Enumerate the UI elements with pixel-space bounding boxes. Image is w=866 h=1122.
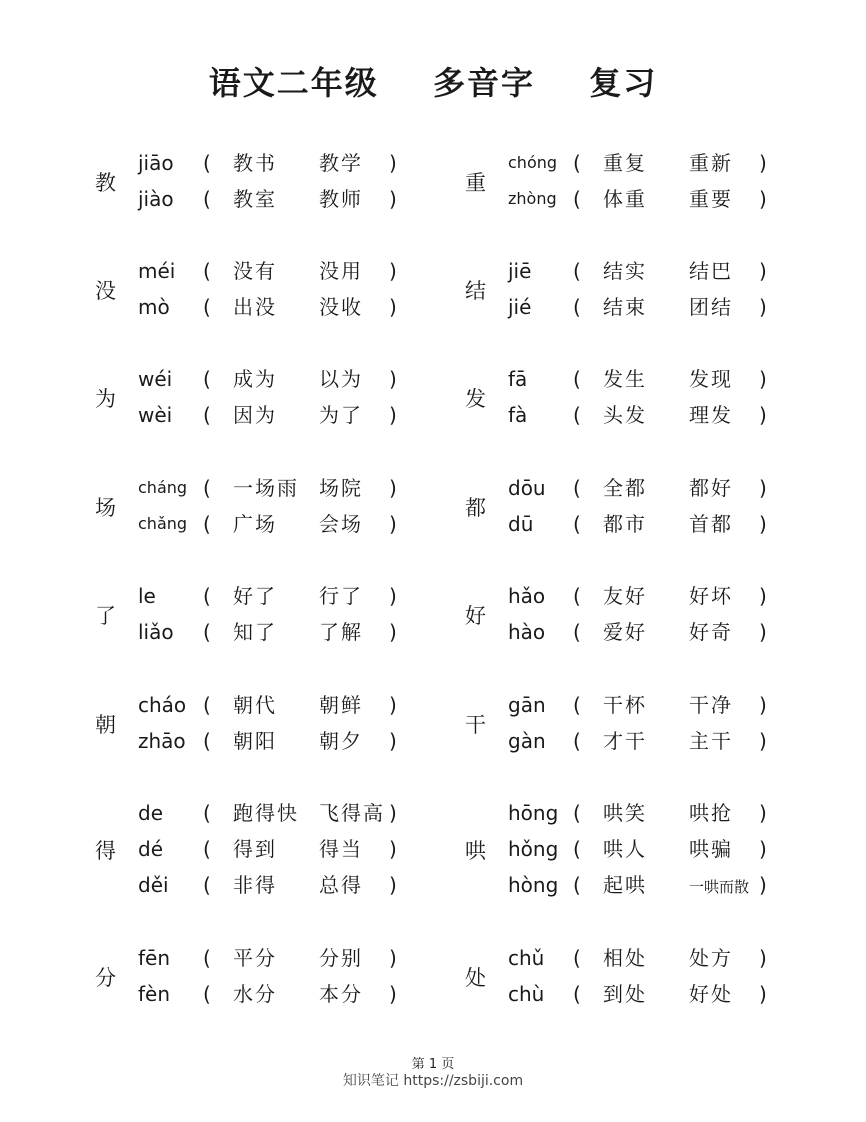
example-word: 都市 [603, 512, 647, 536]
pinyin: le [138, 584, 156, 608]
pinyin: zhòng [508, 189, 557, 208]
reading-row [465, 289, 865, 325]
pinyin: méi [138, 259, 176, 283]
close-paren: ) [389, 620, 397, 644]
close-paren: ) [759, 187, 767, 211]
open-paren: ( [203, 512, 211, 536]
open-paren: ( [203, 620, 211, 644]
pinyin: chóng [508, 153, 558, 172]
open-paren: ( [573, 367, 581, 391]
polyphone-character: 朝 [95, 713, 116, 737]
pinyin: hǒng [508, 837, 559, 861]
pinyin: fēn [138, 946, 171, 970]
example-word: 起哄 [603, 873, 647, 897]
example-word: 出没 [233, 295, 277, 319]
example-word: 结巴 [689, 259, 733, 283]
left-column [95, 0, 495, 1040]
pinyin: hòng [508, 873, 559, 897]
example-word: 得当 [319, 837, 363, 861]
close-paren: ) [759, 295, 767, 319]
close-paren: ) [759, 367, 767, 391]
close-paren: ) [389, 476, 397, 500]
polyphone-character: 为 [95, 387, 116, 411]
reading-row [95, 976, 495, 1012]
reading-row [95, 361, 495, 397]
reading-row [95, 795, 495, 831]
example-word: 教师 [319, 187, 363, 211]
pinyin: jiāo [138, 151, 174, 175]
reading-row [465, 976, 865, 1012]
polyphone-character: 都 [465, 496, 486, 520]
open-paren: ( [573, 259, 581, 283]
pinyin: hōng [508, 801, 559, 825]
open-paren: ( [203, 873, 211, 897]
example-word: 到处 [603, 982, 647, 1006]
polyphone-character: 处 [465, 966, 486, 990]
close-paren: ) [759, 837, 767, 861]
example-word: 成为 [233, 367, 277, 391]
example-word: 了解 [319, 620, 363, 644]
example-word: 会场 [319, 512, 363, 536]
open-paren: ( [203, 729, 211, 753]
close-paren: ) [759, 259, 767, 283]
pinyin: chù [508, 982, 545, 1006]
example-word: 以为 [319, 367, 363, 391]
pinyin: cháo [138, 693, 187, 717]
close-paren: ) [759, 946, 767, 970]
pinyin: zhāo [138, 729, 186, 753]
reading-row [465, 397, 865, 433]
polyphone-character: 结 [465, 279, 486, 303]
open-paren: ( [203, 367, 211, 391]
example-word: 好奇 [689, 620, 733, 644]
pinyin: de [138, 801, 163, 825]
example-word: 场院 [319, 476, 363, 500]
open-paren: ( [573, 584, 581, 608]
reading-row [465, 253, 865, 289]
pinyin: wèi [138, 403, 173, 427]
close-paren: ) [759, 801, 767, 825]
open-paren: ( [573, 837, 581, 861]
open-paren: ( [203, 295, 211, 319]
example-word: 首都 [689, 512, 733, 536]
pinyin: dōu [508, 476, 546, 500]
pinyin: cháng [138, 478, 188, 497]
example-word: 体重 [603, 187, 647, 211]
open-paren: ( [203, 837, 211, 861]
close-paren: ) [759, 729, 767, 753]
example-word: 好处 [689, 982, 733, 1006]
example-word: 朝阳 [233, 729, 277, 753]
close-paren: ) [759, 512, 767, 536]
close-paren: ) [389, 873, 397, 897]
reading-row [465, 867, 865, 903]
reading-row [95, 940, 495, 976]
open-paren: ( [573, 946, 581, 970]
example-word: 没用 [319, 259, 363, 283]
example-word: 重要 [689, 187, 733, 211]
example-word: 相处 [603, 946, 647, 970]
example-word: 一哄而散 [689, 878, 750, 896]
example-word: 教室 [233, 187, 277, 211]
example-word: 得到 [233, 837, 277, 861]
reading-row [465, 181, 865, 217]
reading-row [95, 867, 495, 903]
example-word: 朝代 [233, 693, 277, 717]
open-paren: ( [573, 873, 581, 897]
close-paren: ) [389, 982, 397, 1006]
open-paren: ( [573, 801, 581, 825]
close-paren: ) [389, 584, 397, 608]
pinyin: fā [508, 367, 528, 391]
right-column [465, 0, 865, 1040]
pinyin: jiē [508, 259, 532, 283]
close-paren: ) [759, 584, 767, 608]
reading-row [95, 614, 495, 650]
example-word: 哄人 [603, 837, 647, 861]
pinyin: hào [508, 620, 546, 644]
close-paren: ) [389, 729, 397, 753]
polyphone-character: 发 [465, 387, 486, 411]
reading-row [465, 361, 865, 397]
pinyin: hǎo [508, 584, 546, 608]
open-paren: ( [203, 476, 211, 500]
example-word: 重复 [603, 151, 647, 175]
reading-row [465, 578, 865, 614]
close-paren: ) [759, 151, 767, 175]
example-word: 发现 [689, 367, 733, 391]
pinyin: chǎng [138, 514, 188, 533]
polyphone-character: 干 [465, 713, 486, 737]
close-paren: ) [759, 982, 767, 1006]
example-word: 因为 [233, 403, 277, 427]
pinyin: mò [138, 295, 170, 319]
example-word: 爱好 [603, 620, 647, 644]
example-word: 结束 [603, 295, 647, 319]
example-word: 全都 [603, 476, 647, 500]
example-word: 朝夕 [319, 729, 363, 753]
page-title: 语文二年级 多音字 复习 [208, 64, 658, 102]
reading-row [95, 831, 495, 867]
polyphone-character: 没 [95, 279, 116, 303]
example-word: 团结 [689, 295, 733, 319]
pinyin: dū [508, 512, 534, 536]
polyphone-character: 了 [95, 604, 116, 628]
close-paren: ) [759, 403, 767, 427]
close-paren: ) [389, 801, 397, 825]
open-paren: ( [573, 512, 581, 536]
open-paren: ( [573, 295, 581, 319]
polyphone-character: 重 [465, 171, 486, 195]
close-paren: ) [759, 693, 767, 717]
pinyin: chǔ [508, 946, 545, 970]
open-paren: ( [203, 982, 211, 1006]
example-word: 发生 [603, 367, 647, 391]
reading-row [465, 506, 865, 542]
example-word: 重新 [689, 151, 733, 175]
open-paren: ( [203, 259, 211, 283]
close-paren: ) [389, 837, 397, 861]
reading-row [95, 578, 495, 614]
reading-row [465, 470, 865, 506]
example-word: 为了 [319, 403, 363, 427]
open-paren: ( [203, 584, 211, 608]
close-paren: ) [759, 620, 767, 644]
close-paren: ) [389, 259, 397, 283]
close-paren: ) [389, 151, 397, 175]
example-word: 知了 [233, 620, 277, 644]
pinyin: fèn [138, 982, 171, 1006]
example-word: 跑得快 [233, 801, 299, 825]
polyphone-character: 教 [95, 171, 116, 195]
reading-row [465, 723, 865, 759]
reading-row [95, 723, 495, 759]
example-word: 没有 [233, 259, 277, 283]
open-paren: ( [573, 982, 581, 1006]
example-word: 才干 [603, 729, 647, 753]
open-paren: ( [573, 151, 581, 175]
close-paren: ) [389, 367, 397, 391]
open-paren: ( [203, 403, 211, 427]
reading-row [465, 145, 865, 181]
polyphone-character: 哄 [465, 839, 486, 863]
close-paren: ) [389, 187, 397, 211]
open-paren: ( [573, 729, 581, 753]
example-word: 非得 [233, 873, 277, 897]
close-paren: ) [389, 946, 397, 970]
reading-row [465, 614, 865, 650]
close-paren: ) [389, 295, 397, 319]
polyphone-character: 分 [95, 966, 116, 990]
open-paren: ( [573, 476, 581, 500]
open-paren: ( [573, 403, 581, 427]
example-word: 总得 [319, 873, 363, 897]
pinyin: liǎo [138, 620, 174, 644]
close-paren: ) [389, 693, 397, 717]
example-word: 教书 [233, 151, 277, 175]
pinyin: gàn [508, 729, 546, 753]
close-paren: ) [389, 512, 397, 536]
open-paren: ( [573, 693, 581, 717]
example-word: 主干 [689, 729, 733, 753]
example-word: 都好 [689, 476, 733, 500]
reading-row [95, 470, 495, 506]
reading-row [95, 397, 495, 433]
example-word: 水分 [233, 982, 277, 1006]
reading-row [465, 795, 865, 831]
reading-row [95, 687, 495, 723]
example-word: 一场雨 [233, 476, 299, 500]
example-word: 理发 [689, 403, 733, 427]
open-paren: ( [203, 946, 211, 970]
example-word: 平分 [233, 946, 277, 970]
polyphone-character: 场 [95, 496, 116, 520]
example-word: 头发 [603, 403, 647, 427]
open-paren: ( [203, 151, 211, 175]
pinyin: fà [508, 403, 528, 427]
open-paren: ( [573, 620, 581, 644]
example-word: 行了 [319, 584, 363, 608]
open-paren: ( [203, 801, 211, 825]
reading-row [465, 831, 865, 867]
reading-row [95, 506, 495, 542]
open-paren: ( [573, 187, 581, 211]
example-word: 好了 [233, 584, 277, 608]
pinyin: děi [138, 873, 169, 897]
example-word: 好坏 [689, 584, 733, 608]
example-word: 干杯 [603, 693, 647, 717]
reading-row [95, 181, 495, 217]
example-word: 分别 [319, 946, 363, 970]
example-word: 朝鲜 [319, 693, 363, 717]
reading-row [95, 145, 495, 181]
example-word: 教学 [319, 151, 363, 175]
example-word: 广场 [233, 512, 277, 536]
example-word: 处方 [689, 946, 733, 970]
polyphone-character: 好 [465, 604, 486, 628]
reading-row [465, 687, 865, 723]
example-word: 没收 [319, 295, 363, 319]
close-paren: ) [389, 403, 397, 427]
open-paren: ( [203, 693, 211, 717]
pinyin: gān [508, 693, 546, 717]
pinyin: dé [138, 837, 163, 861]
reading-row [95, 253, 495, 289]
page-number: 第 1 页 [411, 1057, 455, 1072]
example-word: 飞得高 [319, 801, 385, 825]
example-word: 哄骗 [689, 837, 733, 861]
pinyin: wéi [138, 367, 173, 391]
example-word: 友好 [603, 584, 647, 608]
example-word: 本分 [319, 982, 363, 1006]
reading-row [95, 289, 495, 325]
example-word: 哄抢 [689, 801, 733, 825]
example-word: 哄笑 [603, 801, 647, 825]
pinyin: jiào [138, 187, 174, 211]
example-word: 干净 [689, 693, 733, 717]
open-paren: ( [203, 187, 211, 211]
site-watermark: 知识笔记 https://zsbiji.com [342, 1073, 524, 1089]
close-paren: ) [759, 873, 767, 897]
example-word: 结实 [603, 259, 647, 283]
pinyin: jié [508, 295, 532, 319]
reading-row [465, 940, 865, 976]
close-paren: ) [759, 476, 767, 500]
polyphone-character: 得 [95, 839, 116, 863]
